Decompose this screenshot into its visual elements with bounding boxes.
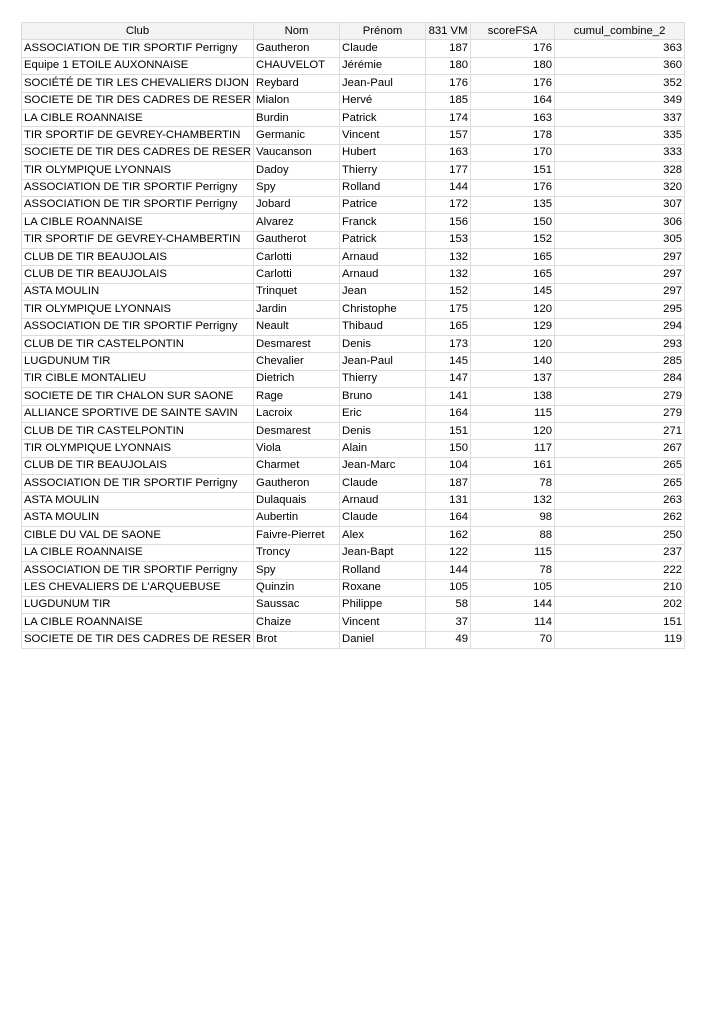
cell-nom: Desmarest bbox=[254, 422, 340, 439]
cell-score-fsa: 129 bbox=[471, 318, 555, 335]
table-row bbox=[22, 562, 685, 579]
cell-club: ASSOCIATION DE TIR SPORTIF Perrigny bbox=[22, 40, 254, 57]
cell-831-vm: 132 bbox=[426, 249, 471, 266]
cell-club: SOCIÉTÉ DE TIR LES CHEVALIERS DIJON bbox=[22, 75, 254, 92]
table-row bbox=[22, 109, 685, 126]
cell-club: TIR OLYMPIQUE LYONNAIS bbox=[22, 162, 254, 179]
cell-club: ASSOCIATION DE TIR SPORTIF Perrigny bbox=[22, 318, 254, 335]
cell-cumul-combine: 363 bbox=[555, 40, 685, 57]
cell-prenom: Arnaud bbox=[340, 266, 426, 283]
cell-score-fsa: 120 bbox=[471, 422, 555, 439]
cell-prenom: Arnaud bbox=[340, 492, 426, 509]
cell-prenom: Rolland bbox=[340, 179, 426, 196]
cell-club: CLUB DE TIR BEAUJOLAIS bbox=[22, 457, 254, 474]
table-row bbox=[22, 144, 685, 161]
cell-club: TIR OLYMPIQUE LYONNAIS bbox=[22, 301, 254, 318]
table-row bbox=[22, 405, 685, 422]
cell-prenom: Bruno bbox=[340, 388, 426, 405]
cell-nom: Aubertin bbox=[254, 509, 340, 526]
cell-club: ASTA MOULIN bbox=[22, 509, 254, 526]
cell-score-fsa: 78 bbox=[471, 562, 555, 579]
table-row bbox=[22, 631, 685, 648]
cell-club: LES CHEVALIERS DE L'ARQUEBUSE bbox=[22, 579, 254, 596]
cell-prenom: Claude bbox=[340, 509, 426, 526]
cell-score-fsa: 98 bbox=[471, 509, 555, 526]
cell-nom: Carlotti bbox=[254, 249, 340, 266]
cell-nom: Vaucanson bbox=[254, 144, 340, 161]
header-831-vm: 831 VM bbox=[426, 23, 471, 40]
cell-prenom: Daniel bbox=[340, 631, 426, 648]
cell-831-vm: 163 bbox=[426, 144, 471, 161]
cell-831-vm: 131 bbox=[426, 492, 471, 509]
cell-831-vm: 164 bbox=[426, 405, 471, 422]
table-row bbox=[22, 231, 685, 248]
cell-nom: Dietrich bbox=[254, 370, 340, 387]
cell-nom: Quinzin bbox=[254, 579, 340, 596]
cell-prenom: Christophe bbox=[340, 301, 426, 318]
cell-club: ASSOCIATION DE TIR SPORTIF Perrigny bbox=[22, 475, 254, 492]
table-row bbox=[22, 475, 685, 492]
cell-nom: Faivre-Pierret bbox=[254, 527, 340, 544]
cell-club: ALLIANCE SPORTIVE DE SAINTE SAVIN bbox=[22, 405, 254, 422]
cell-cumul-combine: 352 bbox=[555, 75, 685, 92]
cell-club: TIR SPORTIF DE GEVREY-CHAMBERTIN bbox=[22, 231, 254, 248]
cell-nom: Rage bbox=[254, 388, 340, 405]
cell-831-vm: 150 bbox=[426, 440, 471, 457]
cell-831-vm: 164 bbox=[426, 509, 471, 526]
header-prenom: Prénom bbox=[340, 23, 426, 40]
table-row bbox=[22, 75, 685, 92]
table-row bbox=[22, 162, 685, 179]
cell-cumul-combine: 210 bbox=[555, 579, 685, 596]
cell-cumul-combine: 119 bbox=[555, 631, 685, 648]
cell-831-vm: 104 bbox=[426, 457, 471, 474]
cell-prenom: Thierry bbox=[340, 370, 426, 387]
cell-831-vm: 176 bbox=[426, 75, 471, 92]
cell-prenom: Roxane bbox=[340, 579, 426, 596]
table-row bbox=[22, 370, 685, 387]
cell-831-vm: 153 bbox=[426, 231, 471, 248]
cell-score-fsa: 180 bbox=[471, 57, 555, 74]
cell-nom: Chaize bbox=[254, 614, 340, 631]
table-row bbox=[22, 318, 685, 335]
cell-nom: Alvarez bbox=[254, 214, 340, 231]
cell-cumul-combine: 262 bbox=[555, 509, 685, 526]
table-row bbox=[22, 422, 685, 439]
cell-score-fsa: 164 bbox=[471, 92, 555, 109]
cell-score-fsa: 176 bbox=[471, 179, 555, 196]
cell-prenom: Claude bbox=[340, 40, 426, 57]
cell-831-vm: 122 bbox=[426, 544, 471, 561]
table-row bbox=[22, 196, 685, 213]
cell-nom: CHAUVELOT bbox=[254, 57, 340, 74]
cell-prenom: Franck bbox=[340, 214, 426, 231]
table-row bbox=[22, 301, 685, 318]
cell-club: SOCIETE DE TIR DES CADRES DE RESER bbox=[22, 631, 254, 648]
cell-score-fsa: 132 bbox=[471, 492, 555, 509]
cell-club: LUGDUNUM TIR bbox=[22, 353, 254, 370]
cell-club: ASSOCIATION DE TIR SPORTIF Perrigny bbox=[22, 179, 254, 196]
cell-nom: Reybard bbox=[254, 75, 340, 92]
cell-prenom: Claude bbox=[340, 475, 426, 492]
cell-831-vm: 175 bbox=[426, 301, 471, 318]
table-row bbox=[22, 596, 685, 613]
results-table bbox=[21, 22, 685, 649]
cell-831-vm: 145 bbox=[426, 353, 471, 370]
cell-score-fsa: 165 bbox=[471, 249, 555, 266]
results-sheet bbox=[21, 22, 685, 649]
table-row bbox=[22, 388, 685, 405]
cell-club: LA CIBLE ROANNAISE bbox=[22, 614, 254, 631]
cell-nom: Germanic bbox=[254, 127, 340, 144]
cell-cumul-combine: 333 bbox=[555, 144, 685, 161]
table-row bbox=[22, 336, 685, 353]
cell-club: LUGDUNUM TIR bbox=[22, 596, 254, 613]
cell-score-fsa: 135 bbox=[471, 196, 555, 213]
table-row bbox=[22, 179, 685, 196]
table-row bbox=[22, 57, 685, 74]
cell-club: Equipe 1 ETOILE AUXONNAISE bbox=[22, 57, 254, 74]
cell-score-fsa: 78 bbox=[471, 475, 555, 492]
cell-cumul-combine: 271 bbox=[555, 422, 685, 439]
cell-nom: Gautheron bbox=[254, 475, 340, 492]
cell-score-fsa: 105 bbox=[471, 579, 555, 596]
cell-club: CIBLE DU VAL DE SAONE bbox=[22, 527, 254, 544]
cell-score-fsa: 70 bbox=[471, 631, 555, 648]
cell-club: ASSOCIATION DE TIR SPORTIF Perrigny bbox=[22, 562, 254, 579]
cell-cumul-combine: 263 bbox=[555, 492, 685, 509]
cell-831-vm: 105 bbox=[426, 579, 471, 596]
cell-cumul-combine: 222 bbox=[555, 562, 685, 579]
cell-cumul-combine: 151 bbox=[555, 614, 685, 631]
cell-club: TIR SPORTIF DE GEVREY-CHAMBERTIN bbox=[22, 127, 254, 144]
cell-score-fsa: 88 bbox=[471, 527, 555, 544]
cell-club: ASTA MOULIN bbox=[22, 492, 254, 509]
cell-score-fsa: 145 bbox=[471, 283, 555, 300]
cell-prenom: Denis bbox=[340, 336, 426, 353]
cell-831-vm: 58 bbox=[426, 596, 471, 613]
cell-nom: Dadoy bbox=[254, 162, 340, 179]
table-row bbox=[22, 544, 685, 561]
cell-score-fsa: 170 bbox=[471, 144, 555, 161]
cell-club: TIR OLYMPIQUE LYONNAIS bbox=[22, 440, 254, 457]
cell-cumul-combine: 250 bbox=[555, 527, 685, 544]
cell-831-vm: 147 bbox=[426, 370, 471, 387]
cell-831-vm: 141 bbox=[426, 388, 471, 405]
cell-score-fsa: 152 bbox=[471, 231, 555, 248]
cell-prenom: Denis bbox=[340, 422, 426, 439]
table-row bbox=[22, 40, 685, 57]
cell-cumul-combine: 237 bbox=[555, 544, 685, 561]
cell-cumul-combine: 297 bbox=[555, 283, 685, 300]
cell-nom: Spy bbox=[254, 562, 340, 579]
cell-831-vm: 187 bbox=[426, 475, 471, 492]
cell-club: ASTA MOULIN bbox=[22, 283, 254, 300]
cell-score-fsa: 151 bbox=[471, 162, 555, 179]
table-body bbox=[22, 40, 685, 649]
cell-cumul-combine: 297 bbox=[555, 266, 685, 283]
cell-cumul-combine: 320 bbox=[555, 179, 685, 196]
cell-831-vm: 185 bbox=[426, 92, 471, 109]
cell-nom: Trinquet bbox=[254, 283, 340, 300]
header-nom: Nom bbox=[254, 23, 340, 40]
cell-score-fsa: 150 bbox=[471, 214, 555, 231]
cell-prenom: Vincent bbox=[340, 127, 426, 144]
cell-cumul-combine: 265 bbox=[555, 457, 685, 474]
cell-prenom: Jean-Paul bbox=[340, 75, 426, 92]
cell-prenom: Philippe bbox=[340, 596, 426, 613]
cell-831-vm: 187 bbox=[426, 40, 471, 57]
cell-prenom: Thierry bbox=[340, 162, 426, 179]
table-row bbox=[22, 440, 685, 457]
cell-prenom: Patrick bbox=[340, 231, 426, 248]
cell-prenom: Arnaud bbox=[340, 249, 426, 266]
cell-score-fsa: 178 bbox=[471, 127, 555, 144]
cell-nom: Troncy bbox=[254, 544, 340, 561]
cell-831-vm: 162 bbox=[426, 527, 471, 544]
cell-cumul-combine: 293 bbox=[555, 336, 685, 353]
cell-cumul-combine: 328 bbox=[555, 162, 685, 179]
cell-prenom: Patrice bbox=[340, 196, 426, 213]
cell-cumul-combine: 295 bbox=[555, 301, 685, 318]
table-row bbox=[22, 92, 685, 109]
table-row bbox=[22, 457, 685, 474]
table-row bbox=[22, 266, 685, 283]
cell-cumul-combine: 285 bbox=[555, 353, 685, 370]
cell-nom: Burdin bbox=[254, 109, 340, 126]
cell-cumul-combine: 297 bbox=[555, 249, 685, 266]
cell-831-vm: 174 bbox=[426, 109, 471, 126]
table-row bbox=[22, 579, 685, 596]
cell-score-fsa: 120 bbox=[471, 301, 555, 318]
cell-nom: Saussac bbox=[254, 596, 340, 613]
cell-prenom: Jean-Paul bbox=[340, 353, 426, 370]
cell-club: SOCIETE DE TIR CHALON SUR SAONE bbox=[22, 388, 254, 405]
header-cumul-combine: cumul_combine_2 bbox=[555, 23, 685, 40]
cell-prenom: Alain bbox=[340, 440, 426, 457]
cell-score-fsa: 117 bbox=[471, 440, 555, 457]
cell-831-vm: 180 bbox=[426, 57, 471, 74]
cell-prenom: Vincent bbox=[340, 614, 426, 631]
cell-prenom: Eric bbox=[340, 405, 426, 422]
cell-nom: Neault bbox=[254, 318, 340, 335]
table-row bbox=[22, 492, 685, 509]
cell-score-fsa: 137 bbox=[471, 370, 555, 387]
cell-nom: Carlotti bbox=[254, 266, 340, 283]
cell-club: CLUB DE TIR BEAUJOLAIS bbox=[22, 249, 254, 266]
cell-prenom: Jérémie bbox=[340, 57, 426, 74]
table-row bbox=[22, 214, 685, 231]
table-row bbox=[22, 527, 685, 544]
cell-cumul-combine: 349 bbox=[555, 92, 685, 109]
cell-prenom: Jean-Marc bbox=[340, 457, 426, 474]
cell-prenom: Patrick bbox=[340, 109, 426, 126]
cell-prenom: Jean-Bapt bbox=[340, 544, 426, 561]
table-row bbox=[22, 127, 685, 144]
cell-cumul-combine: 267 bbox=[555, 440, 685, 457]
cell-score-fsa: 140 bbox=[471, 353, 555, 370]
cell-cumul-combine: 335 bbox=[555, 127, 685, 144]
cell-club: CLUB DE TIR BEAUJOLAIS bbox=[22, 266, 254, 283]
cell-831-vm: 151 bbox=[426, 422, 471, 439]
cell-cumul-combine: 307 bbox=[555, 196, 685, 213]
cell-club: ASSOCIATION DE TIR SPORTIF Perrigny bbox=[22, 196, 254, 213]
cell-nom: Charmet bbox=[254, 457, 340, 474]
cell-nom: Dulaquais bbox=[254, 492, 340, 509]
table-row bbox=[22, 509, 685, 526]
cell-club: LA CIBLE ROANNAISE bbox=[22, 544, 254, 561]
cell-score-fsa: 115 bbox=[471, 405, 555, 422]
cell-831-vm: 49 bbox=[426, 631, 471, 648]
cell-prenom: Jean bbox=[340, 283, 426, 300]
table-row bbox=[22, 283, 685, 300]
cell-score-fsa: 163 bbox=[471, 109, 555, 126]
cell-cumul-combine: 284 bbox=[555, 370, 685, 387]
cell-831-vm: 37 bbox=[426, 614, 471, 631]
cell-score-fsa: 176 bbox=[471, 40, 555, 57]
header-score-fsa: scoreFSA bbox=[471, 23, 555, 40]
cell-nom: Desmarest bbox=[254, 336, 340, 353]
cell-831-vm: 132 bbox=[426, 266, 471, 283]
cell-prenom: Thibaud bbox=[340, 318, 426, 335]
header-row bbox=[22, 23, 685, 40]
cell-831-vm: 157 bbox=[426, 127, 471, 144]
cell-nom: Viola bbox=[254, 440, 340, 457]
cell-score-fsa: 161 bbox=[471, 457, 555, 474]
cell-nom: Chevalier bbox=[254, 353, 340, 370]
cell-cumul-combine: 337 bbox=[555, 109, 685, 126]
cell-club: LA CIBLE ROANNAISE bbox=[22, 214, 254, 231]
cell-831-vm: 165 bbox=[426, 318, 471, 335]
cell-score-fsa: 114 bbox=[471, 614, 555, 631]
cell-nom: Brot bbox=[254, 631, 340, 648]
cell-831-vm: 144 bbox=[426, 562, 471, 579]
cell-score-fsa: 165 bbox=[471, 266, 555, 283]
table-row bbox=[22, 353, 685, 370]
cell-831-vm: 177 bbox=[426, 162, 471, 179]
cell-club: SOCIETE DE TIR DES CADRES DE RESER bbox=[22, 92, 254, 109]
cell-prenom: Hervé bbox=[340, 92, 426, 109]
cell-score-fsa: 115 bbox=[471, 544, 555, 561]
cell-club: CLUB DE TIR CASTELPONTIN bbox=[22, 422, 254, 439]
cell-cumul-combine: 279 bbox=[555, 405, 685, 422]
cell-club: LA CIBLE ROANNAISE bbox=[22, 109, 254, 126]
cell-831-vm: 173 bbox=[426, 336, 471, 353]
cell-831-vm: 156 bbox=[426, 214, 471, 231]
table-row bbox=[22, 249, 685, 266]
cell-831-vm: 144 bbox=[426, 179, 471, 196]
cell-nom: Jardin bbox=[254, 301, 340, 318]
cell-cumul-combine: 265 bbox=[555, 475, 685, 492]
cell-831-vm: 172 bbox=[426, 196, 471, 213]
cell-nom: Jobard bbox=[254, 196, 340, 213]
cell-nom: Gautheron bbox=[254, 40, 340, 57]
cell-score-fsa: 144 bbox=[471, 596, 555, 613]
cell-prenom: Rolland bbox=[340, 562, 426, 579]
cell-cumul-combine: 202 bbox=[555, 596, 685, 613]
cell-cumul-combine: 306 bbox=[555, 214, 685, 231]
cell-club: CLUB DE TIR CASTELPONTIN bbox=[22, 336, 254, 353]
cell-cumul-combine: 360 bbox=[555, 57, 685, 74]
cell-cumul-combine: 294 bbox=[555, 318, 685, 335]
cell-prenom: Hubert bbox=[340, 144, 426, 161]
cell-club: SOCIETE DE TIR DES CADRES DE RESER bbox=[22, 144, 254, 161]
cell-score-fsa: 138 bbox=[471, 388, 555, 405]
cell-club: TIR CIBLE MONTALIEU bbox=[22, 370, 254, 387]
cell-nom: Mialon bbox=[254, 92, 340, 109]
cell-831-vm: 152 bbox=[426, 283, 471, 300]
cell-nom: Spy bbox=[254, 179, 340, 196]
cell-score-fsa: 120 bbox=[471, 336, 555, 353]
cell-nom: Gautherot bbox=[254, 231, 340, 248]
cell-nom: Lacroix bbox=[254, 405, 340, 422]
cell-cumul-combine: 305 bbox=[555, 231, 685, 248]
cell-cumul-combine: 279 bbox=[555, 388, 685, 405]
header-club: Club bbox=[22, 23, 254, 40]
cell-score-fsa: 176 bbox=[471, 75, 555, 92]
table-row bbox=[22, 614, 685, 631]
cell-prenom: Alex bbox=[340, 527, 426, 544]
